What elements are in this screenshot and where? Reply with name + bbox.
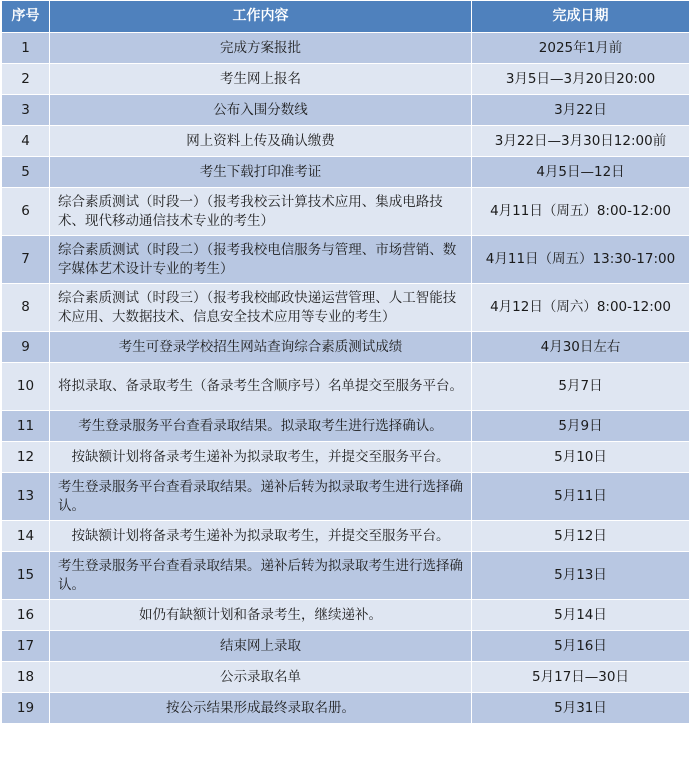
row-date: 4月5日—12日	[472, 157, 690, 188]
table-row	[2, 64, 690, 95]
row-date: 5月14日	[472, 600, 690, 631]
row-date: 3月22日—3月30日12:00前	[472, 126, 690, 157]
table-header-row	[2, 1, 690, 33]
row-date: 5月10日	[472, 442, 690, 473]
row-num: 19	[2, 693, 50, 724]
row-task: 网上资料上传及确认缴费	[50, 126, 472, 157]
row-num: 14	[2, 521, 50, 552]
table-row	[2, 411, 690, 442]
header-num: 序号	[2, 1, 50, 33]
table-row	[2, 126, 690, 157]
table-row	[2, 188, 690, 236]
row-date: 4月12日（周六）8:00-12:00	[472, 284, 690, 332]
row-num: 6	[2, 188, 50, 236]
table-row	[2, 521, 690, 552]
row-num: 8	[2, 284, 50, 332]
row-num: 5	[2, 157, 50, 188]
row-task: 将拟录取、备录取考生（备录考生含顺序号）名单提交至服务平台。	[50, 363, 472, 411]
row-task: 考生网上报名	[50, 64, 472, 95]
table-row	[2, 552, 690, 600]
row-date: 5月31日	[472, 693, 690, 724]
table-row	[2, 95, 690, 126]
table-row	[2, 631, 690, 662]
row-num: 4	[2, 126, 50, 157]
row-date: 4月30日左右	[472, 332, 690, 363]
row-task: 考生登录服务平台查看录取结果。递补后转为拟录取考生进行选择确认。	[50, 473, 472, 521]
admission-schedule-table	[1, 0, 690, 724]
row-task: 按公示结果形成最终录取名册。	[50, 693, 472, 724]
table-row	[2, 236, 690, 284]
row-date: 5月17日—30日	[472, 662, 690, 693]
row-task: 综合素质测试（时段三）（报考我校邮政快递运营管理、人工智能技术应用、大数据技术、信息安全技术应用等专业的考生）	[50, 284, 472, 332]
row-date: 5月13日	[472, 552, 690, 600]
table-row	[2, 157, 690, 188]
table-row	[2, 33, 690, 64]
row-date: 4月11日（周五）13:30-17:00	[472, 236, 690, 284]
table-row	[2, 284, 690, 332]
row-task: 综合素质测试（时段二）（报考我校电信服务与管理、市场营销、数字媒体艺术设计专业的考生）	[50, 236, 472, 284]
row-num: 9	[2, 332, 50, 363]
row-num: 15	[2, 552, 50, 600]
row-date: 3月5日—3月20日20:00	[472, 64, 690, 95]
row-task: 考生可登录学校招生网站查询综合素质测试成绩	[50, 332, 472, 363]
row-num: 12	[2, 442, 50, 473]
table-row	[2, 600, 690, 631]
row-num: 18	[2, 662, 50, 693]
table-row	[2, 332, 690, 363]
row-task: 公布入围分数线	[50, 95, 472, 126]
row-task: 按缺额计划将备录考生递补为拟录取考生，并提交至服务平台。	[50, 521, 472, 552]
row-num: 16	[2, 600, 50, 631]
header-date: 完成日期	[472, 1, 690, 33]
row-num: 17	[2, 631, 50, 662]
row-num: 2	[2, 64, 50, 95]
row-task: 完成方案报批	[50, 33, 472, 64]
row-date: 5月7日	[472, 363, 690, 411]
row-task: 考生登录服务平台查看录取结果。拟录取考生进行选择确认。	[50, 411, 472, 442]
row-date: 5月12日	[472, 521, 690, 552]
row-task: 考生下载打印准考证	[50, 157, 472, 188]
row-task: 如仍有缺额计划和备录考生，继续递补。	[50, 600, 472, 631]
row-task: 公示录取名单	[50, 662, 472, 693]
row-task: 按缺额计划将备录考生递补为拟录取考生，并提交至服务平台。	[50, 442, 472, 473]
row-num: 11	[2, 411, 50, 442]
row-num: 7	[2, 236, 50, 284]
row-date: 3月22日	[472, 95, 690, 126]
row-num: 1	[2, 33, 50, 64]
row-num: 13	[2, 473, 50, 521]
row-task: 结束网上录取	[50, 631, 472, 662]
row-date: 2025年1月前	[472, 33, 690, 64]
row-date: 5月9日	[472, 411, 690, 442]
table-row	[2, 473, 690, 521]
table-row	[2, 662, 690, 693]
row-date: 5月16日	[472, 631, 690, 662]
table-row	[2, 442, 690, 473]
row-date: 4月11日（周五）8:00-12:00	[472, 188, 690, 236]
row-task: 考生登录服务平台查看录取结果。递补后转为拟录取考生进行选择确认。	[50, 552, 472, 600]
header-task: 工作内容	[50, 1, 472, 33]
row-num: 10	[2, 363, 50, 411]
table-row	[2, 693, 690, 724]
row-num: 3	[2, 95, 50, 126]
table-row	[2, 363, 690, 411]
row-date: 5月11日	[472, 473, 690, 521]
row-task: 综合素质测试（时段一）（报考我校云计算技术应用、集成电路技术、现代移动通信技术专业的考生）	[50, 188, 472, 236]
